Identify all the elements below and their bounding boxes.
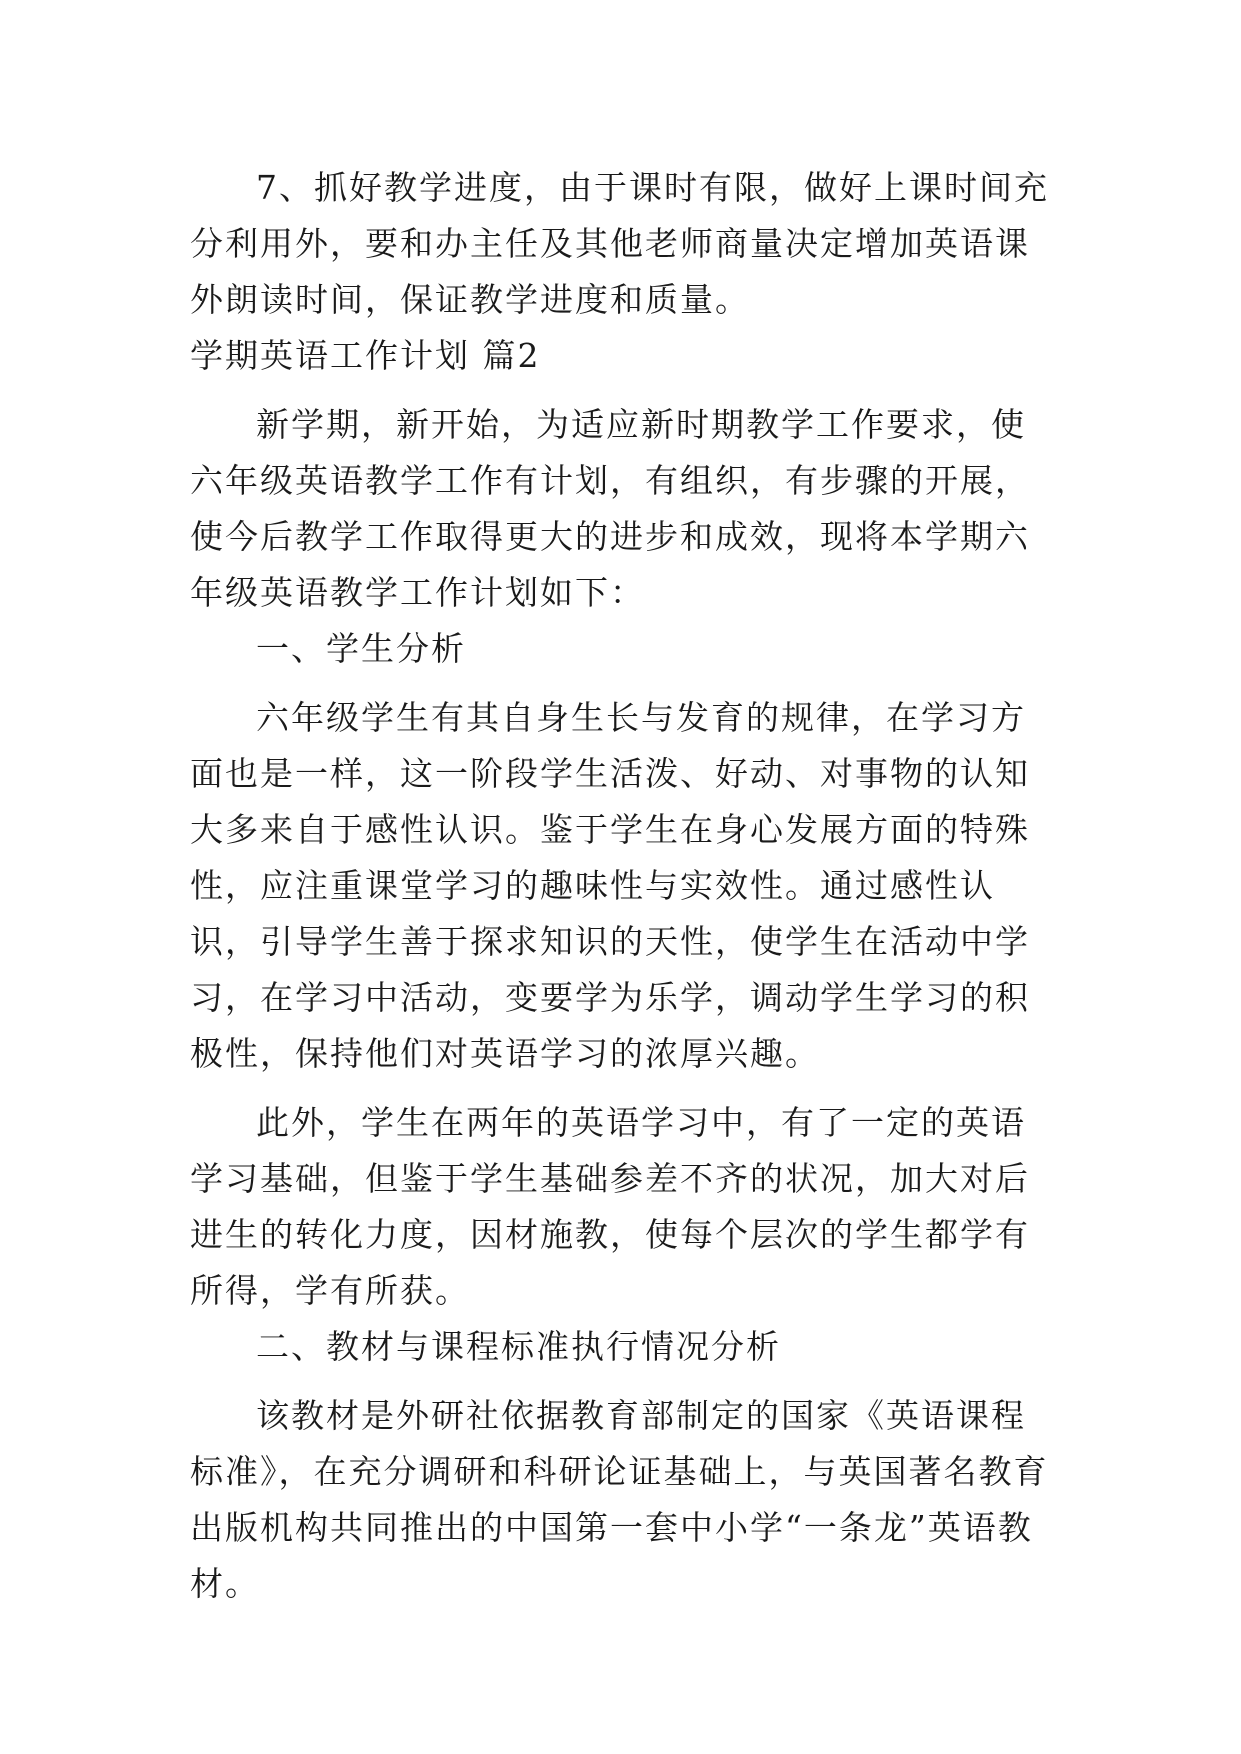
- document-body: [190, 160, 1060, 1612]
- paragraph-student-analysis: 六年级学生有其自身生长与发育的规律，在学习方面也是一样，这一阶段学生活泼、好动、对事物的认知大多来自于感性认识。鉴于学生在身心发展方面的特殊性，应注重课堂学习的趣味性与实效性。通过感性认识，引导学生善于探求知识的天性，使学生在活动中学习，在学习中活动，变要学为乐学，调动学生学习的积极性，保持他们对英语学习的浓厚兴趣。: [190, 698, 1030, 1073]
- document-title: 学期英语工作计划 篇2: [190, 336, 541, 375]
- section-heading-student-analysis: 一、学生分析: [256, 629, 466, 668]
- section-heading-textbook-analysis: 二、教材与课程标准执行情况分析: [256, 1327, 781, 1366]
- paragraph-textbook: 该教材是外研社依据教育部制定的国家《英语课程标准》，在充分调研和科研论证基础上，与英国著名教育出版机构共同推出的中国第一套中小学“一条龙”英语教材。: [190, 1396, 1049, 1603]
- paragraph-progress: 7、抓好教学进度，由于课时有限，做好上课时间充分利用外，要和办主任及其他老师商量决定增加英语课外朗读时间，保证教学进度和质量。: [190, 168, 1049, 319]
- paragraph-student-foundation: 此外，学生在两年的英语学习中，有了一定的英语学习基础，但鉴于学生基础参差不齐的状况，加大对后进生的转化力度，因材施教，使每个层次的学生都学有所得，学有所获。: [190, 1103, 1030, 1310]
- paragraph-intro: 新学期，新开始，为适应新时期教学工作要求，使六年级英语教学工作有计划，有组织，有步骤的开展，使今后教学工作取得更大的进步和成效，现将本学期六年级英语教学工作计划如下：: [190, 405, 1030, 612]
